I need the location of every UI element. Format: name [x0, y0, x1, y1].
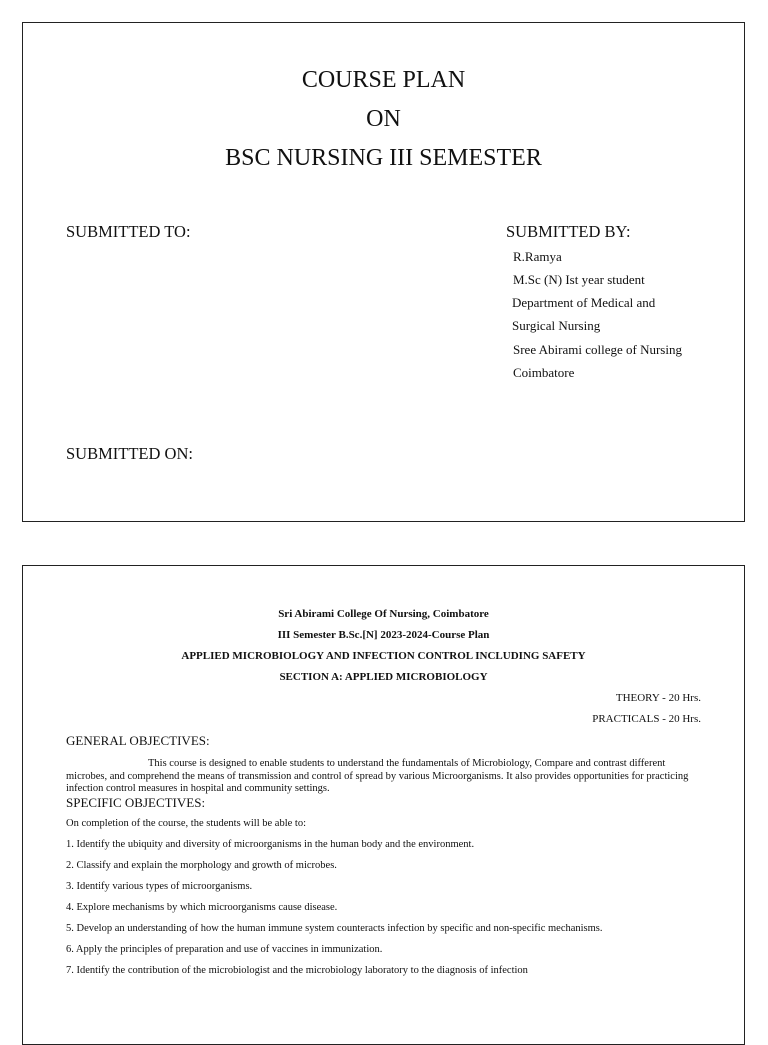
- cover-title-line-2: ON: [366, 106, 401, 132]
- section-header: SECTION A: APPLIED MICROBIOLOGY: [279, 671, 488, 683]
- objective-item: 3. Identify various types of microorganisms.: [66, 881, 253, 892]
- subject-header: APPLIED MICROBIOLOGY AND INFECTION CONTROL INCLUDING SAFETY: [181, 650, 586, 662]
- specific-objectives-intro: On completion of the course, the students will be able to:: [66, 818, 306, 829]
- objective-item: 2. Classify and explain the morphology and growth of microbes.: [66, 860, 337, 871]
- submitted-by-college: Sree Abirami college of Nursing: [513, 342, 682, 357]
- submitted-on-label: SUBMITTED ON:: [66, 444, 193, 463]
- objective-item: 5. Develop an understanding of how the human immune system counteracts infection by specific and non-specific mechanisms.: [66, 923, 603, 934]
- submitted-to-label: SUBMITTED TO:: [66, 222, 191, 241]
- course-plan-page: [22, 565, 745, 1045]
- cover-title-line-1: COURSE PLAN: [301, 67, 466, 93]
- objective-item: 6. Apply the principles of preparation and use of vaccines in immunization.: [66, 944, 383, 955]
- submitted-by-designation: M.Sc (N) Ist year student: [513, 272, 645, 287]
- submitted-by-department-2: Surgical Nursing: [512, 318, 601, 333]
- submitted-by-department-1: Department of Medical and: [512, 295, 656, 310]
- submitted-by-label: SUBMITTED BY:: [506, 222, 631, 241]
- theory-hours: THEORY - 20 Hrs.: [615, 692, 701, 704]
- objective-item: 7. Identify the contribution of the microbiologist and the microbiology laboratory to the diagnosis of infection: [66, 965, 528, 976]
- general-objectives-text: This course is designed to enable students to understand the fundamentals of Microbiology, Compare and contrast different microbes, and comprehend the means of transmission and control of spread by various Microorganisms. It also provides opportunities for practicing infection control measures in hospital and community settings.: [66, 758, 689, 794]
- practical-hours: PRACTICALS - 20 Hrs.: [592, 713, 701, 725]
- specific-objectives-heading: SPECIFIC OBJECTIVES:: [66, 795, 206, 810]
- submitted-by-city: Coimbatore: [513, 365, 575, 380]
- semester-header: III Semester B.Sc.[N] 2023-2024-Course Plan: [277, 629, 490, 641]
- submitted-by-name: R.Ramya: [513, 249, 562, 264]
- college-header: Sri Abirami College Of Nursing, Coimbatore: [278, 608, 489, 620]
- objective-item: 1. Identify the ubiquity and diversity of microorganisms in the human body and the environment.: [66, 839, 475, 850]
- general-objectives-heading: GENERAL OBJECTIVES:: [66, 733, 210, 748]
- objective-item: 4. Explore mechanisms by which microorganisms cause disease.: [66, 902, 338, 913]
- cover-page: [22, 22, 745, 522]
- cover-title-line-3: BSC NURSING III SEMESTER: [225, 145, 542, 171]
